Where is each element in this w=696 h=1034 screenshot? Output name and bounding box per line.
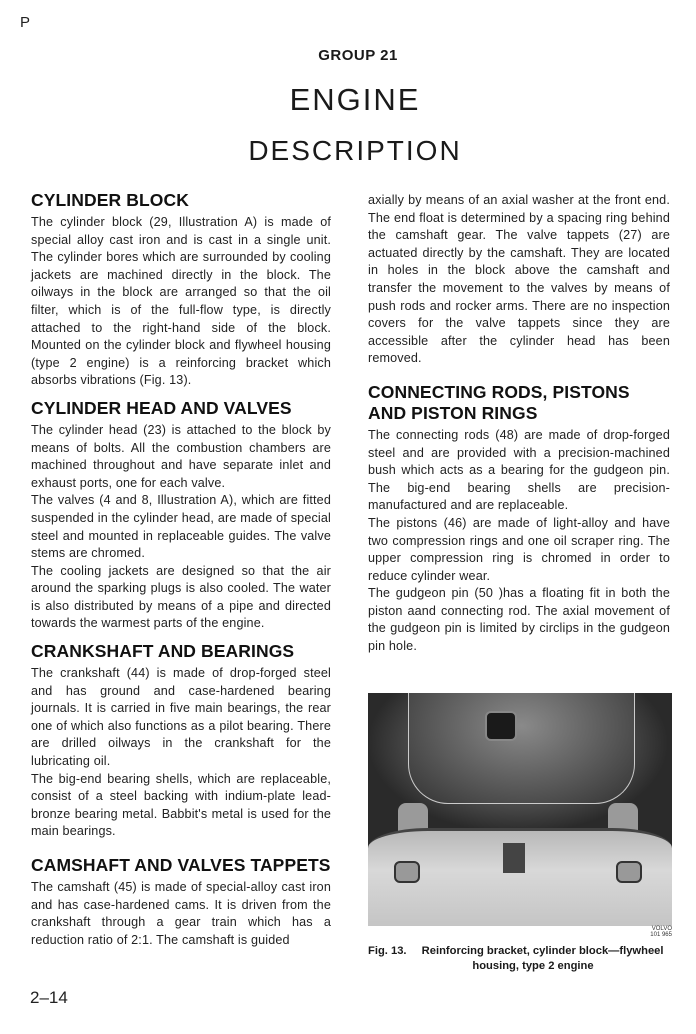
figure-caption-line: housing, type 2 engine <box>472 960 594 972</box>
paragraph: The cylinder head (23) is attached to the block by means of bolts. All the combustion chambers are machined throughout and have separate inlet and exhaust ports, one for each valve. <box>31 422 331 490</box>
figure-reference-mark <box>636 926 672 938</box>
bolt-right <box>616 861 642 883</box>
section-heading: CRANKSHAFT AND BEARINGS <box>31 641 295 662</box>
oil-sump <box>408 693 635 804</box>
paragraph: The cylinder block (29, Illustration A) is made of special alloy cast iron and is cast in a single unit. The cylinder bores which are surrounded by cooling jackets are machined directly in the block. The oilways in the block are arranged so that the oil filter, which is of the full-flow type, is directly attached to the right-hand side of the block. Mounted on the cylinder block and flywheel housing (type 2 engine) is a reinforcing bracket which absorbs vibrations (Fig. 13). <box>31 215 331 388</box>
page-title: ENGINE <box>289 82 421 117</box>
section-camshaft <box>31 855 331 949</box>
left-column <box>31 190 331 957</box>
paragraph: The big-end bearing shells, which are replaceable, consist of a steel backing with indium-plate lead-bronze bearing metal. Babbit's metal is used for the main bearings. <box>31 771 331 839</box>
paragraph: The gudgeon pin (50 )has a floating fit in both the piston aand connecting rod. The axial movement of the gudgeon pin is limited by circlips in the gudgeon pin hole. <box>368 586 670 654</box>
bracket-slot <box>503 843 525 873</box>
figure-mark-number: 101 965 <box>650 932 672 938</box>
section-cylinder-block <box>31 190 331 390</box>
paragraph: The cooling jackets are designed so that the air around the sparking plugs is also cooled. The water is also distributed by means of a pipe and directed towards the warmest parts of the engine. <box>31 563 331 631</box>
section-connecting-rods <box>368 382 670 656</box>
section-crankshaft <box>31 641 331 841</box>
group-label: GROUP 21 <box>318 47 398 64</box>
paragraph: The crankshaft (44) is made of drop-forged steel and has ground and case-hardened bearing journals. It is carried in five main bearings, the rear one of which also functions as a pilot bearing. There are drilled oilways in the crankshaft for the lubricating oil. <box>31 666 331 769</box>
section-camshaft-continued <box>368 192 670 368</box>
figure-mark-brand: VOLVO <box>651 926 672 932</box>
paragraph: The camshaft (45) is made of special-alloy cast iron and has case-hardened cams. It is driven from the crankshaft through a gear train which has a reduction ratio of 2:1. The camshaft is guided <box>31 880 331 947</box>
figure-caption <box>368 944 674 974</box>
paragraph: The valves (4 and 8, Illustration A), which are fitted suspended in the cylinder head, are made of special steel and mounted in replaceable guides. The valve stems are chromed. <box>31 493 331 561</box>
figure-number: Fig. 13. <box>368 945 407 957</box>
section-heading <box>368 382 670 424</box>
page-number: 2–14 <box>30 988 68 1007</box>
right-column <box>368 192 670 664</box>
page-subtitle: DESCRIPTION <box>248 135 462 166</box>
corner-mark: P <box>20 14 31 31</box>
paragraph: The pistons (46) are made of light-alloy and have two compression rings and one oil scraper ring. The upper compression ring is chromed in order to reduce cylinder wear. <box>368 515 670 583</box>
section-cylinder-head <box>31 398 331 633</box>
drain-plug <box>485 711 517 741</box>
bolt-left <box>394 861 420 883</box>
figure-photo <box>368 693 672 926</box>
paragraph: axially by means of an axial washer at the front end. The end float is determined by a spacing ring behind the camshaft gear. The valve tappets (27) are actuated directly by the camshaft. They are located in holes in the block above the camshaft and transfer the movement to the valves by means of push rods and rocker arms. There are no inspection covers for the valve tappets since they are accessible after the cylinder head has been removed. <box>368 193 670 366</box>
figure-caption-line: Reinforcing bracket, cylinder block—flywheel <box>421 945 664 957</box>
section-heading-line: CONNECTING RODS, PISTONS <box>368 381 630 402</box>
section-heading: CYLINDER BLOCK <box>31 190 189 210</box>
section-heading: CYLINDER HEAD AND VALVES <box>31 397 292 418</box>
paragraph: The connecting rods (48) are made of drop-forged steel and are provided with a precision-machined bush which acts as a bearing for the gudgeon pin. The big-end bearing shells are precision-manufactured and are replaceable. <box>368 427 670 513</box>
section-heading-line: AND PISTON RINGS <box>368 402 538 423</box>
section-heading: CAMSHAFT AND VALVES TAPPETS <box>31 855 331 875</box>
